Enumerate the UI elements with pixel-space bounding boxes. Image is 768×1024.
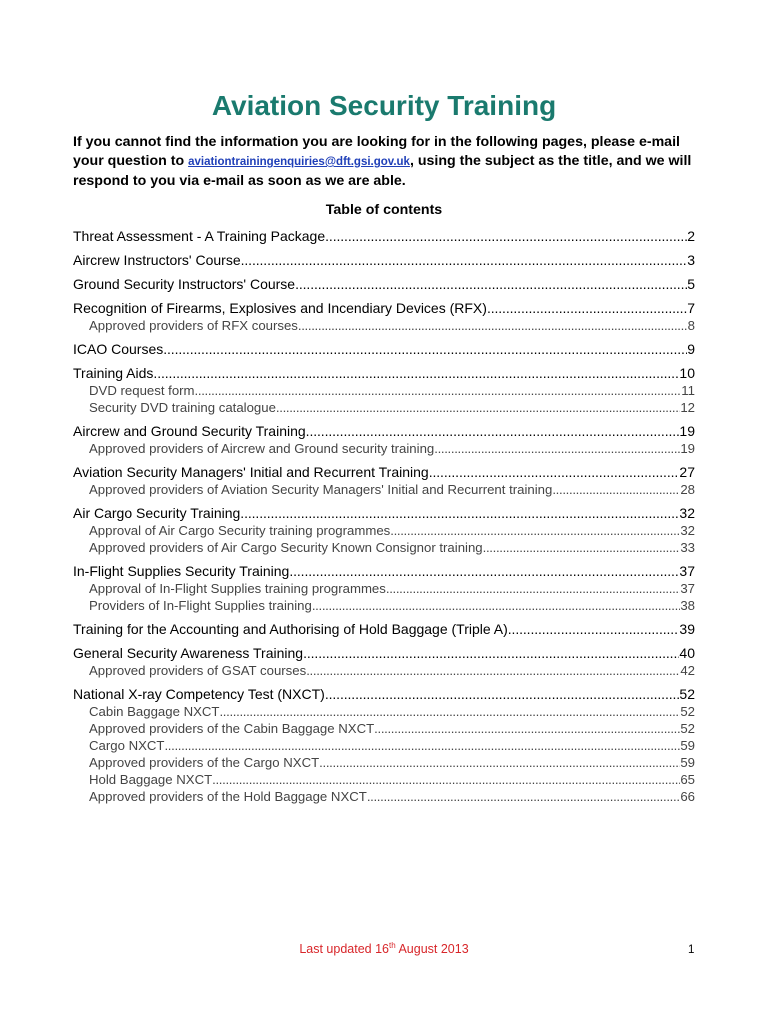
toc-dot-leader xyxy=(487,299,687,317)
toc-group xyxy=(73,364,695,416)
toc-entry-page: 5 xyxy=(687,276,695,292)
toc-dot-leader xyxy=(276,399,680,416)
toc-entry-label: Approved providers of the Cabin Baggage NXCT xyxy=(89,721,375,736)
toc-entry-label: Approved providers of RFX courses xyxy=(89,318,298,333)
toc-subentry[interactable] xyxy=(73,788,695,805)
toc-dot-leader xyxy=(298,317,688,334)
toc-entry[interactable] xyxy=(73,299,695,317)
toc-dot-leader xyxy=(508,620,680,638)
toc-dot-leader xyxy=(390,522,680,539)
toc-dot-leader xyxy=(483,539,681,556)
toc-entry-label: Providers of In-Flight Supplies training xyxy=(89,598,312,613)
toc-dot-leader xyxy=(241,251,688,269)
toc-dot-leader xyxy=(552,481,680,498)
last-updated-suffix: August 2013 xyxy=(395,942,469,956)
toc-dot-leader xyxy=(386,580,680,597)
toc-entry-label: Approved providers of the Cargo NXCT xyxy=(89,755,320,770)
toc-dot-leader xyxy=(164,737,680,754)
toc-subentry[interactable] xyxy=(73,662,695,679)
toc-entry-page: 59 xyxy=(680,755,695,770)
toc-group xyxy=(73,620,695,638)
table-of-contents xyxy=(73,227,695,811)
toc-group xyxy=(73,562,695,614)
toc-entry-label: Threat Assessment - A Training Package xyxy=(73,228,326,244)
toc-subentry[interactable] xyxy=(73,597,695,614)
toc-dot-leader xyxy=(325,227,687,245)
toc-entry-page: 40 xyxy=(679,645,695,661)
toc-entry[interactable] xyxy=(73,504,695,522)
toc-group xyxy=(73,340,695,358)
toc-subentry[interactable] xyxy=(73,382,695,399)
toc-dot-leader xyxy=(212,771,680,788)
toc-entry[interactable] xyxy=(73,340,695,358)
toc-entry-label: Training Aids xyxy=(73,365,154,381)
toc-dot-leader xyxy=(319,754,680,771)
document-title: Aviation Security Training xyxy=(211,90,557,121)
toc-group xyxy=(73,299,695,334)
toc-entry-label: Approved providers of Aviation Security Managers' Initial and Recurrent training xyxy=(89,482,553,497)
toc-entry[interactable] xyxy=(73,620,695,638)
toc-entry-label: Approved providers of GSAT courses xyxy=(89,663,307,678)
toc-entry-page: 38 xyxy=(680,598,695,613)
toc-entry[interactable] xyxy=(73,275,695,293)
toc-entry-page: 32 xyxy=(680,523,695,538)
toc-subentry[interactable] xyxy=(73,399,695,416)
toc-group xyxy=(73,685,695,805)
toc-entry-label: In-Flight Supplies Security Training xyxy=(73,563,290,579)
toc-dot-leader xyxy=(367,788,681,805)
toc-entry-page: 12 xyxy=(680,400,695,415)
toc-entry-label: Approved providers of Air Cargo Security Known Consignor training xyxy=(89,540,483,555)
toc-subentry[interactable] xyxy=(73,703,695,720)
toc-entry-label: Cabin Baggage NXCT xyxy=(89,704,220,719)
toc-entry-page: 59 xyxy=(680,738,695,753)
toc-subentry[interactable] xyxy=(73,481,695,498)
toc-entry-label: ICAO Courses xyxy=(73,341,164,357)
toc-entry-label: Approval of In-Flight Supplies training programmes xyxy=(89,581,386,596)
toc-entry-label: General Security Awareness Training xyxy=(73,645,304,661)
toc-entry-page: 37 xyxy=(680,581,695,596)
toc-entry-page: 65 xyxy=(680,772,695,787)
toc-subentry[interactable] xyxy=(73,539,695,556)
intro-paragraph xyxy=(73,133,703,191)
toc-entry-page: 33 xyxy=(680,540,695,555)
toc-subentry[interactable] xyxy=(73,720,695,737)
toc-entry-label: Aircrew and Ground Security Training xyxy=(73,423,306,439)
toc-entry-page: 19 xyxy=(680,441,695,456)
toc-group xyxy=(73,463,695,498)
toc-group xyxy=(73,275,695,293)
toc-entry[interactable] xyxy=(73,685,695,703)
toc-entry-page: 27 xyxy=(679,464,695,480)
toc-subentry[interactable] xyxy=(73,737,695,754)
toc-dot-leader xyxy=(303,644,679,662)
toc-subentry[interactable] xyxy=(73,754,695,771)
toc-dot-leader xyxy=(325,685,680,703)
toc-entry-page: 8 xyxy=(687,318,695,333)
toc-subentry[interactable] xyxy=(73,771,695,788)
toc-entry[interactable] xyxy=(73,251,695,269)
toc-dot-leader xyxy=(219,703,680,720)
toc-entry-label: Ground Security Instructors' Course xyxy=(73,276,296,292)
toc-group xyxy=(73,504,695,556)
toc-dot-leader xyxy=(163,340,687,358)
toc-entry[interactable] xyxy=(73,644,695,662)
toc-entry-label: Approval of Air Cargo Security training programmes xyxy=(89,523,391,538)
toc-subentry[interactable] xyxy=(73,440,695,457)
toc-entry-page: 52 xyxy=(680,721,695,736)
toc-dot-leader xyxy=(153,364,679,382)
toc-subentry[interactable] xyxy=(73,580,695,597)
toc-entry[interactable] xyxy=(73,562,695,580)
toc-entry-page: 52 xyxy=(679,686,695,702)
toc-dot-leader xyxy=(306,422,680,440)
toc-dot-leader xyxy=(195,382,682,399)
last-updated-prefix: Last updated 16 xyxy=(299,942,389,956)
toc-entry-label: Aircrew Instructors' Course xyxy=(73,252,241,268)
toc-group xyxy=(73,422,695,457)
toc-entry-page: 32 xyxy=(679,505,695,521)
toc-entry-page: 42 xyxy=(680,663,695,678)
toc-heading: Table of contents xyxy=(325,202,443,218)
toc-dot-leader xyxy=(306,662,680,679)
toc-entry-label: Hold Baggage NXCT xyxy=(89,772,213,787)
toc-entry-page: 37 xyxy=(679,563,695,579)
toc-subentry[interactable] xyxy=(73,317,695,334)
contact-email-link[interactable]: aviationtrainingenquiries@dft.gsi.gov.uk xyxy=(188,156,410,168)
toc-entry-page: 19 xyxy=(679,423,695,439)
toc-entry-label: Training for the Accounting and Authorising of Hold Baggage (Triple A) xyxy=(73,621,508,637)
toc-dot-leader xyxy=(312,597,680,614)
toc-subentry[interactable] xyxy=(73,522,695,539)
toc-entry[interactable] xyxy=(73,227,695,245)
last-updated xyxy=(0,942,768,956)
intro-text-before: If you cannot find the information you are looking for in the following pages, please e-mail your question to xyxy=(73,134,680,169)
toc-entry-label: Aviation Security Managers' Initial and Recurrent Training xyxy=(73,464,429,480)
toc-dot-leader xyxy=(240,504,679,522)
toc-entry-label: Recognition of Firearms, Explosives and Incendiary Devices (RFX) xyxy=(73,300,487,316)
toc-entry-label: Security DVD training catalogue xyxy=(89,400,276,415)
toc-entry-page: 10 xyxy=(679,365,695,381)
toc-entry-label: DVD request form xyxy=(89,383,195,398)
toc-dot-leader xyxy=(429,463,680,481)
page-number: 1 xyxy=(688,944,695,956)
toc-dot-leader xyxy=(289,562,679,580)
toc-entry-page: 39 xyxy=(679,621,695,637)
intro-text-after: , using the subject as the title, and we will respond to you via e-mail as soon as we are able. xyxy=(73,153,692,189)
toc-entry-page: 52 xyxy=(680,704,695,719)
toc-entry[interactable] xyxy=(73,364,695,382)
toc-group xyxy=(73,251,695,269)
toc-dot-leader xyxy=(434,440,680,457)
toc-entry-page: 9 xyxy=(687,341,695,357)
toc-group xyxy=(73,227,695,245)
toc-entry-page: 11 xyxy=(681,383,695,398)
last-updated-ordinal: th xyxy=(389,940,396,950)
toc-entry-label: National X-ray Competency Test (NXCT) xyxy=(73,686,325,702)
toc-entry-label: Approved providers of the Hold Baggage NXCT xyxy=(89,789,367,804)
toc-entry-label: Cargo NXCT xyxy=(89,738,165,753)
toc-entry[interactable] xyxy=(73,422,695,440)
toc-entry-page: 2 xyxy=(687,228,695,244)
toc-entry[interactable] xyxy=(73,463,695,481)
toc-entry-label: Approved providers of Aircrew and Ground security training xyxy=(89,441,435,456)
toc-group xyxy=(73,644,695,679)
toc-entry-page: 7 xyxy=(687,300,695,316)
toc-dot-leader xyxy=(374,720,680,737)
toc-entry-page: 28 xyxy=(680,482,695,497)
toc-dot-leader xyxy=(295,275,687,293)
toc-entry-page: 3 xyxy=(687,252,695,268)
toc-entry-page: 66 xyxy=(680,789,695,804)
toc-entry-label: Air Cargo Security Training xyxy=(73,505,241,521)
